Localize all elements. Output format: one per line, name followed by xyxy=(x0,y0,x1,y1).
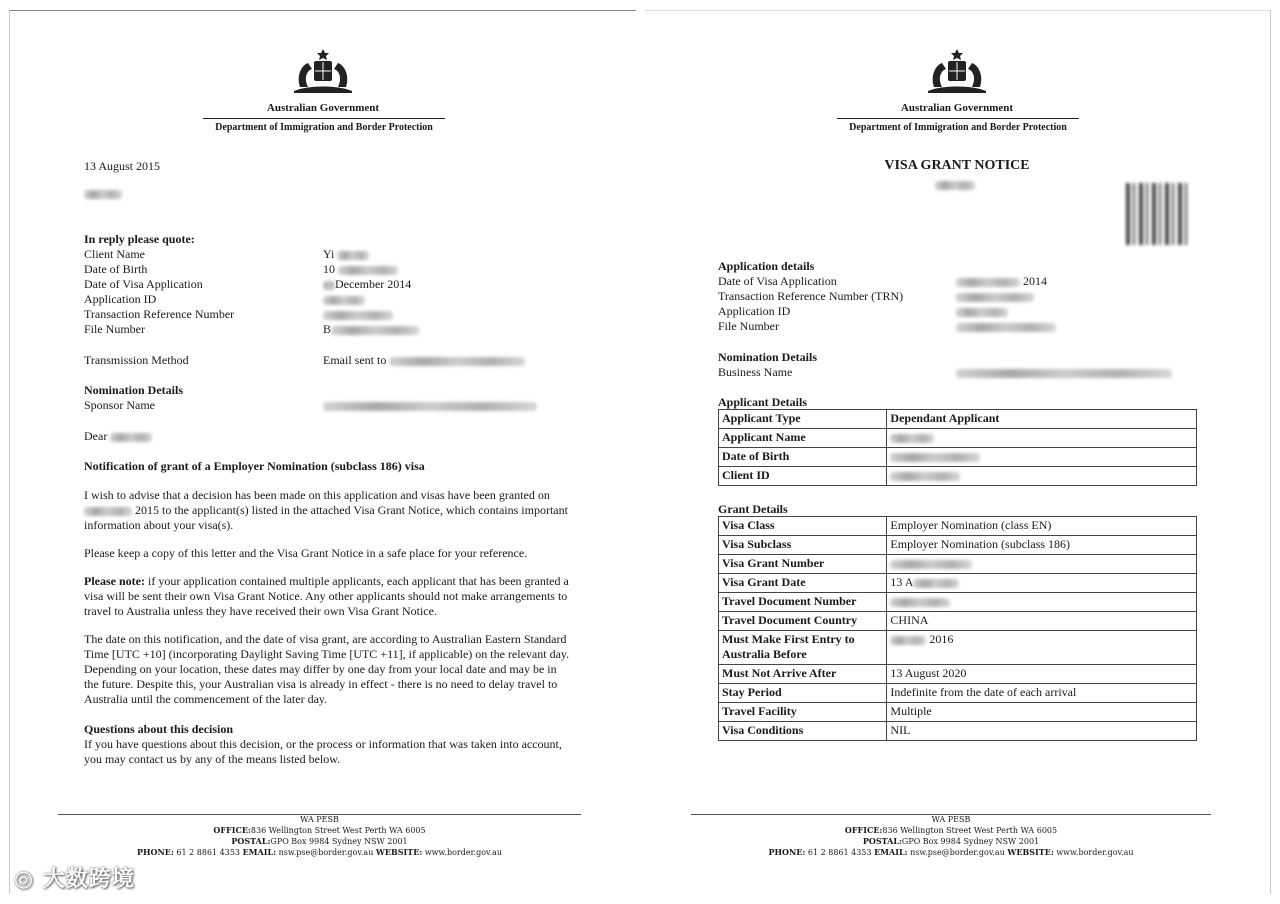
field-label: Application ID xyxy=(718,304,791,318)
table-key: Applicant Name xyxy=(719,429,887,448)
field-value: 10 xyxy=(323,262,398,277)
grant-details-table xyxy=(718,516,1197,741)
table-key: Stay Period xyxy=(719,684,887,703)
notice-subtitle-redacted xyxy=(935,177,975,192)
quote-heading: In reply please quote: xyxy=(84,232,195,246)
field-value: December 2014 xyxy=(323,277,411,292)
transmission-label: Transmission Method xyxy=(84,353,189,367)
table-value: CHINA xyxy=(887,612,1197,631)
table-key: Travel Facility xyxy=(719,703,887,722)
applicant-details-heading: Applicant Details xyxy=(718,395,808,409)
field-value xyxy=(956,319,1056,334)
table-row xyxy=(719,631,1197,665)
application-details-heading: Application details xyxy=(718,259,815,273)
table-key: Visa Grant Number xyxy=(719,555,887,574)
table-value xyxy=(887,555,1197,574)
table-key: Visa Conditions xyxy=(719,722,887,741)
table-value: NIL xyxy=(887,722,1197,741)
table-row xyxy=(719,612,1197,631)
table-row xyxy=(719,574,1197,593)
department-name: Department of Immigration and Border Protection xyxy=(849,122,1067,133)
paragraph-note: Please note: if your application contained multiple applicants, each applicant that has been granted a visa will be sent their own Visa Grant Notice. Any other applicants should not make arrangements to travel to Australia unless they have received their own Visa Grant Notice. xyxy=(84,574,569,618)
table-key: Date of Birth xyxy=(719,448,887,467)
table-row xyxy=(719,722,1197,741)
government-title: Australian Government xyxy=(900,102,1014,114)
table-row xyxy=(719,555,1197,574)
field-label: Date of Visa Application xyxy=(84,277,203,291)
table-row xyxy=(719,467,1197,486)
table-value xyxy=(887,429,1197,448)
table-value: 2016 xyxy=(887,631,1197,665)
table-value: Dependant Applicant xyxy=(887,410,1197,429)
salutation: Dear xyxy=(84,429,152,444)
table-row xyxy=(719,665,1197,684)
table-row xyxy=(719,703,1197,722)
field-value: B xyxy=(323,322,419,337)
table-key: Visa Class xyxy=(719,517,887,536)
field-value: Yi xyxy=(323,247,369,262)
watermark-icon: ◎ xyxy=(14,867,35,892)
contact-footer: WA PESB OFFICE:836 Wellington Street West Perth WA 6005 POSTAL:GPO Box 9984 Sydney NSW 2001 PHONE: 61 2 8861 4353 EMAIL: nsw.pse@border.gov.au WEBSITE: www.border.gov.au xyxy=(136,815,503,857)
table-key: Must Make First Entry to Australia Before xyxy=(719,631,887,665)
table-key: Must Not Arrive After xyxy=(719,665,887,684)
table-value xyxy=(887,467,1197,486)
table-key: Visa Grant Date xyxy=(719,574,887,593)
field-value xyxy=(956,289,1034,304)
notification-title: Notification of grant of a Employer Nomination (subclass 186) visa xyxy=(84,459,425,473)
field-label: File Number xyxy=(718,319,779,333)
field-label: Transaction Reference Number (TRN) xyxy=(718,289,904,303)
table-value: Multiple xyxy=(887,703,1197,722)
qr-code-icon xyxy=(1126,183,1188,245)
table-value: Employer Nomination (class EN) xyxy=(887,517,1197,536)
field-label: Client Name xyxy=(84,247,145,261)
business-label: Business Name xyxy=(718,365,793,379)
field-label: Date of Visa Application xyxy=(718,274,837,288)
transmission-value: Email sent to xyxy=(323,353,525,368)
watermark-logo: ◎ 大数跨境 xyxy=(14,867,135,892)
government-title: Australian Government xyxy=(266,102,380,114)
table-row xyxy=(719,517,1197,536)
nomination-heading: Nomination Details xyxy=(84,383,183,397)
paragraph-keep-copy: Please keep a copy of this letter and the Visa Grant Notice in a safe place for your reference. xyxy=(84,546,528,560)
table-value xyxy=(887,448,1197,467)
grant-details-heading: Grant Details xyxy=(718,502,788,516)
nomination-heading: Nomination Details xyxy=(718,350,817,364)
contact-footer: WA PESB OFFICE:836 Wellington Street West Perth WA 6005 POSTAL:GPO Box 9984 Sydney NSW 2001 PHONE: 61 2 8861 4353 EMAIL: nsw.pse@border.gov.au WEBSITE: www.border.gov.au xyxy=(768,815,1134,857)
field-value xyxy=(323,292,365,307)
field-value xyxy=(956,304,1008,319)
field-value: 2014 xyxy=(956,274,1047,289)
header-rule xyxy=(837,118,1079,119)
table-value xyxy=(887,593,1197,612)
field-label: Transaction Reference Number xyxy=(84,307,235,321)
table-row xyxy=(719,410,1197,429)
table-value: 13 August 2020 xyxy=(887,665,1197,684)
grant-letter-page xyxy=(9,10,636,894)
sponsor-value xyxy=(323,398,537,413)
table-key: Visa Subclass xyxy=(719,536,887,555)
table-value: 13 A xyxy=(887,574,1197,593)
table-row xyxy=(719,536,1197,555)
paragraph-decision: I wish to advise that a decision has been made on this application and visas have been granted on 2015 to the applicant(s) listed in the attached Visa Grant Notice, which contains important information about your visa(s). xyxy=(84,488,568,532)
business-value xyxy=(956,365,1172,380)
visa-grant-notice-page xyxy=(645,10,1271,894)
coat-of-arms-icon xyxy=(922,47,992,93)
recipient-redacted xyxy=(84,186,122,201)
header-rule xyxy=(203,118,445,119)
field-label: Date of Birth xyxy=(84,262,148,276)
field-label: File Number xyxy=(84,322,145,336)
table-row xyxy=(719,684,1197,703)
table-value: Indefinite from the date of each arrival xyxy=(887,684,1197,703)
table-value: Employer Nomination (subclass 186) xyxy=(887,536,1197,555)
paragraph-questions: If you have questions about this decision, or the process or information that was taken into account, you may contact us by any of the means listed below. xyxy=(84,737,562,766)
table-key: Travel Document Number xyxy=(719,593,887,612)
table-row xyxy=(719,429,1197,448)
sponsor-label: Sponsor Name xyxy=(84,398,155,412)
table-key: Client ID xyxy=(719,467,887,486)
table-row xyxy=(719,448,1197,467)
questions-heading: Questions about this decision xyxy=(84,722,234,736)
field-value xyxy=(323,307,393,322)
applicant-details-table xyxy=(718,409,1197,486)
notice-title: VISA GRANT NOTICE xyxy=(884,158,1030,173)
paragraph-dates: The date on this notification, and the date of visa grant, are according to Australian Eastern Standard Time [UTC +10] (incorporating Daylight Saving Time [UTC +11], if applicable) on the relevant day. Depending on your location, these dates may differ by one day from your local date and may be in the future. Despite this, your Australian visa is already in effect - there is no need to delay travel to Australia until the commencement of the later day. xyxy=(84,632,570,706)
table-key: Travel Document Country xyxy=(719,612,887,631)
table-row xyxy=(719,593,1197,612)
table-key: Applicant Type xyxy=(719,410,887,429)
coat-of-arms-icon xyxy=(288,47,358,93)
department-name: Department of Immigration and Border Protection xyxy=(215,122,433,133)
letter-date: 13 August 2015 xyxy=(84,159,161,173)
field-label: Application ID xyxy=(84,292,157,306)
